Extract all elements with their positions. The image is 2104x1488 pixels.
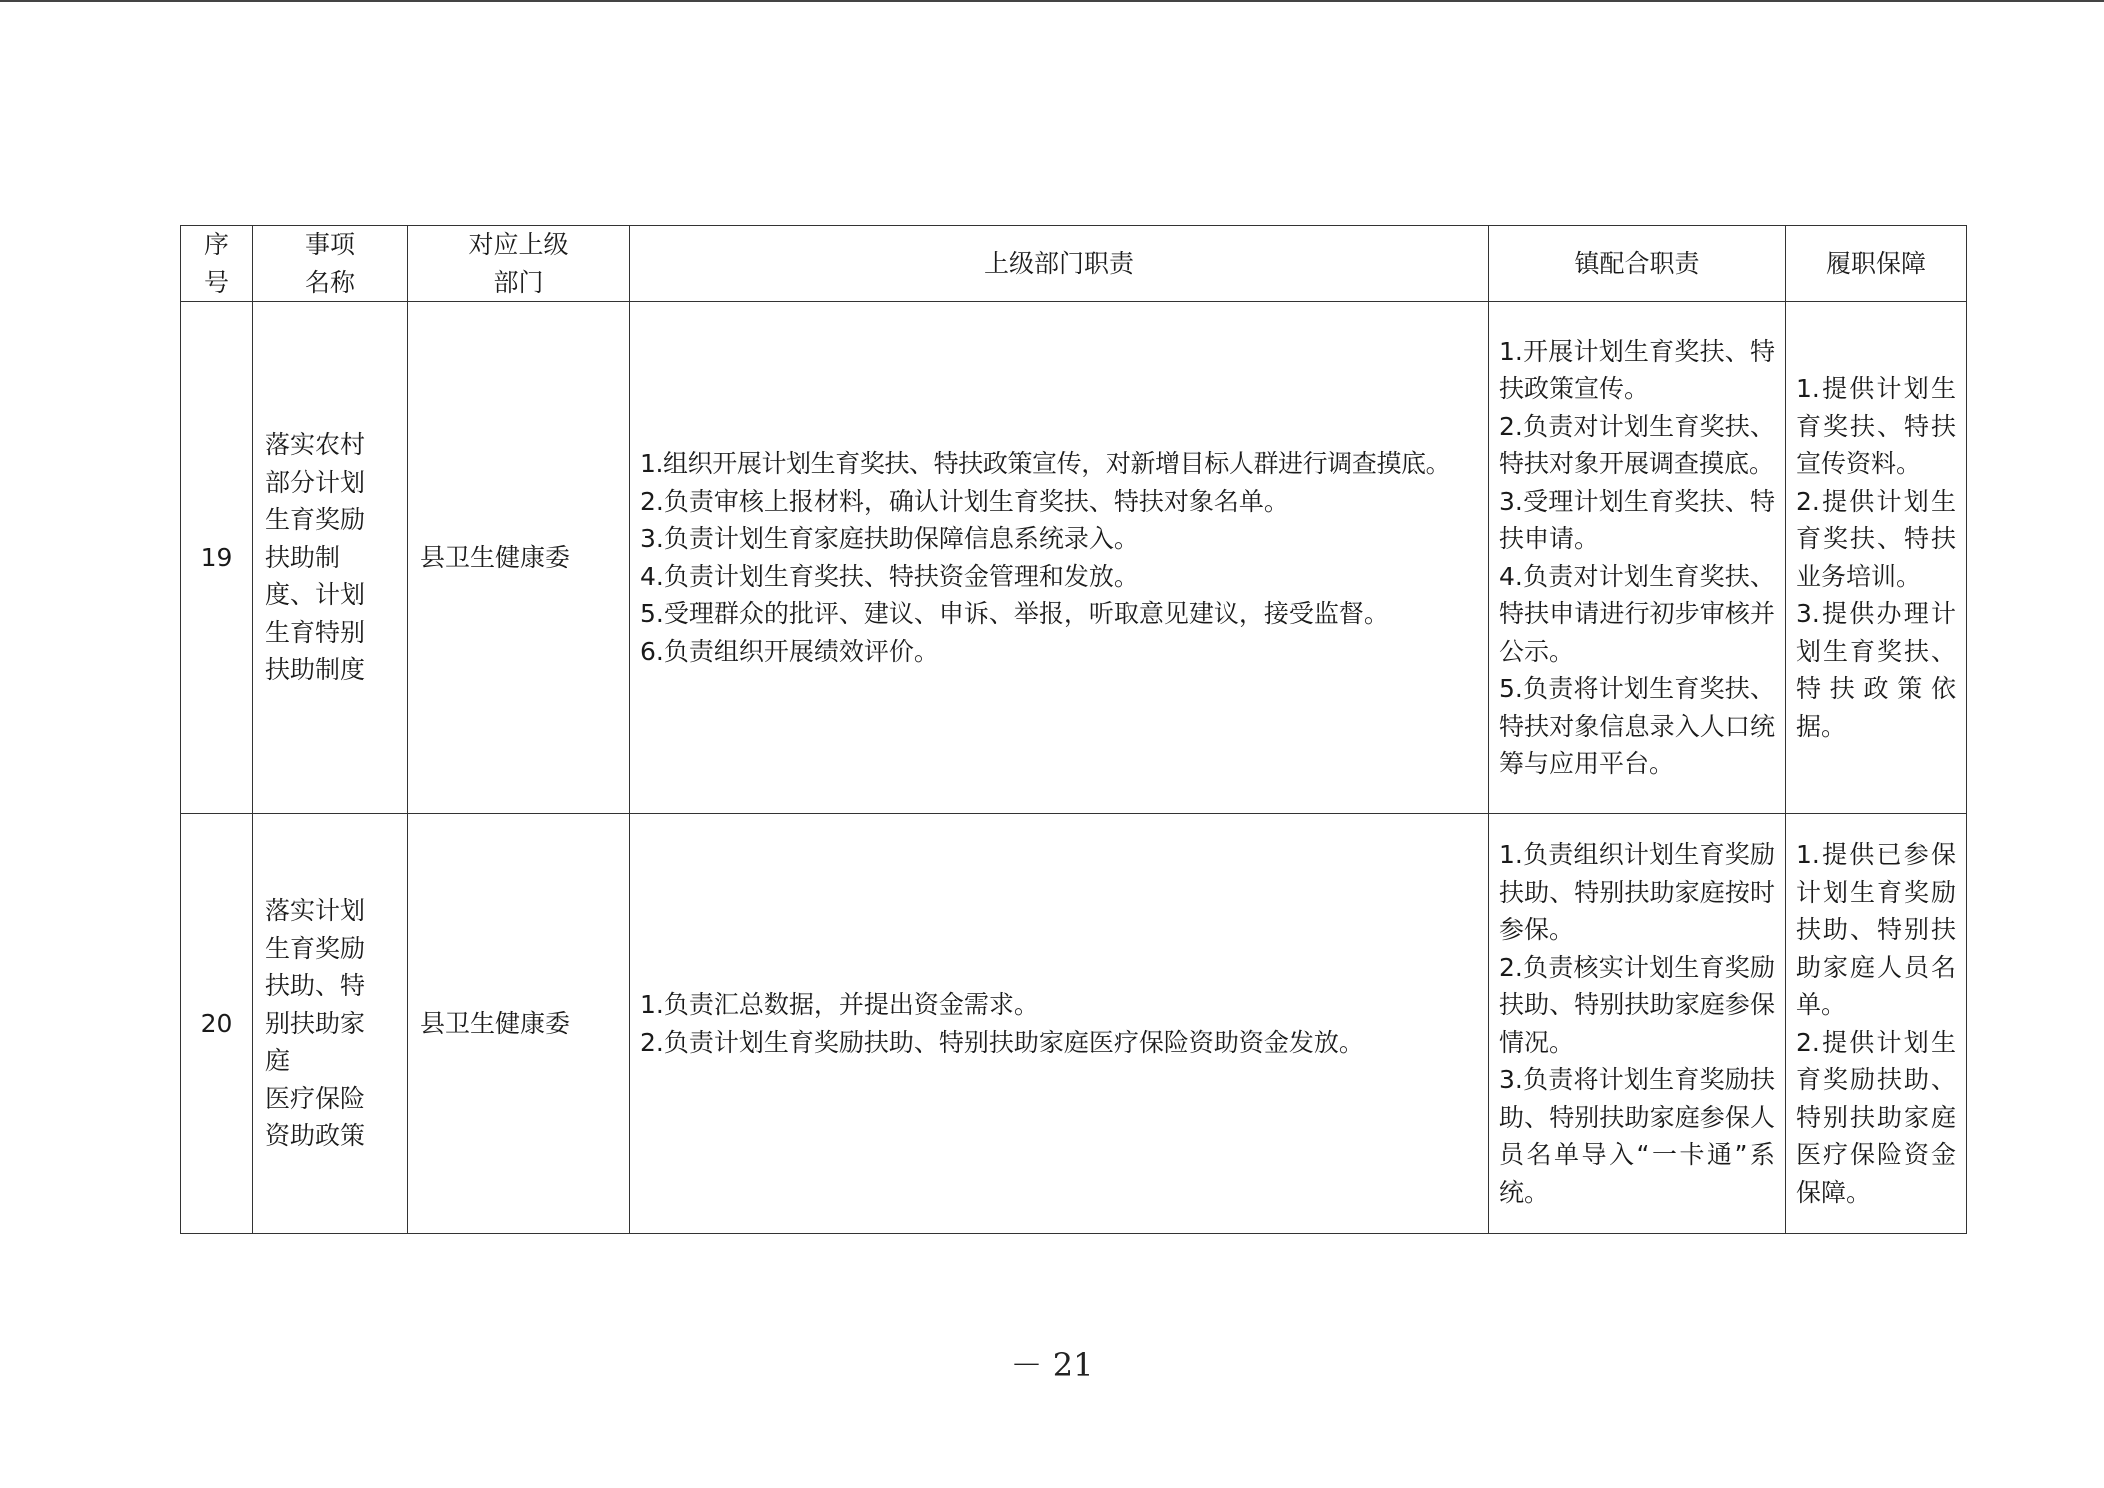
- row-num: 19: [181, 302, 253, 814]
- page-number: － 21: [1010, 1346, 1094, 1384]
- table-row: [181, 302, 1967, 814]
- row-item-name: 落实计划 生育奖励 扶助、特 别扶助家 庭 医疗保险 资助政策: [253, 814, 408, 1234]
- header-duties: 上级部门职责: [630, 226, 1489, 302]
- row-item-name: 落实农村 部分计划 生育奖励 扶助制 度、计划 生育特别 扶助制度: [253, 302, 408, 814]
- header-dept: 对应上级 部门: [408, 226, 630, 302]
- row-town-duties: 1.开展计划生育奖扶、特扶政策宣传。 2.负责对计划生育奖扶、特扶对象开展调查摸底。 3.受理计划生育奖扶、特扶申请。 4.负责对计划生育奖扶、特扶申请进行初步审核并公示。 5.负责将计划生育奖扶、特扶对象信息录入人口统筹与应用平台。: [1489, 302, 1786, 814]
- row-guarantees: 1.提供计划生育奖扶、特扶宣传资料。 2.提供计划生育奖扶、特扶业务培训。 3.提供办理计划生育奖扶、特扶政策依据。: [1786, 302, 1967, 814]
- row-dept: 县卫生健康委: [408, 814, 630, 1234]
- row-num: 20: [181, 814, 253, 1234]
- header-town-duties: 镇配合职责: [1489, 226, 1786, 302]
- duties-table: [180, 225, 1967, 1234]
- row-duties: 1.负责汇总数据，并提出资金需求。 2.负责计划生育奖励扶助、特别扶助家庭医疗保险资助资金发放。: [630, 814, 1489, 1234]
- row-town-duties: 1.负责组织计划生育奖励扶助、特别扶助家庭按时参保。 2.负责核实计划生育奖励扶助、特别扶助家庭参保情况。 3.负责将计划生育奖励扶助、特别扶助家庭参保人员名单导入“一卡通”系统。: [1489, 814, 1786, 1234]
- row-duties: 1.组织开展计划生育奖扶、特扶政策宣传，对新增目标人群进行调查摸底。 2.负责审核上报材料，确认计划生育奖扶、特扶对象名单。 3.负责计划生育家庭扶助保障信息系统录入。 4.负责计划生育奖扶、特扶资金管理和发放。 5.受理群众的批评、建议、申诉、举报，听取意见建议，接受监督。 6.负责组织开展绩效评价。: [630, 302, 1489, 814]
- row-dept: 县卫生健康委: [408, 302, 630, 814]
- header-guarantees: 履职保障: [1786, 226, 1967, 302]
- top-border-line: [0, 0, 2104, 2]
- table-header-row: [181, 226, 1967, 302]
- table-row: [181, 814, 1967, 1234]
- header-num: 序 号: [181, 226, 253, 302]
- header-name: 事项 名称: [253, 226, 408, 302]
- row-guarantees: 1.提供已参保计划生育奖励扶助、特别扶助家庭人员名单。 2.提供计划生育奖励扶助、特别扶助家庭医疗保险资金保障。: [1786, 814, 1967, 1234]
